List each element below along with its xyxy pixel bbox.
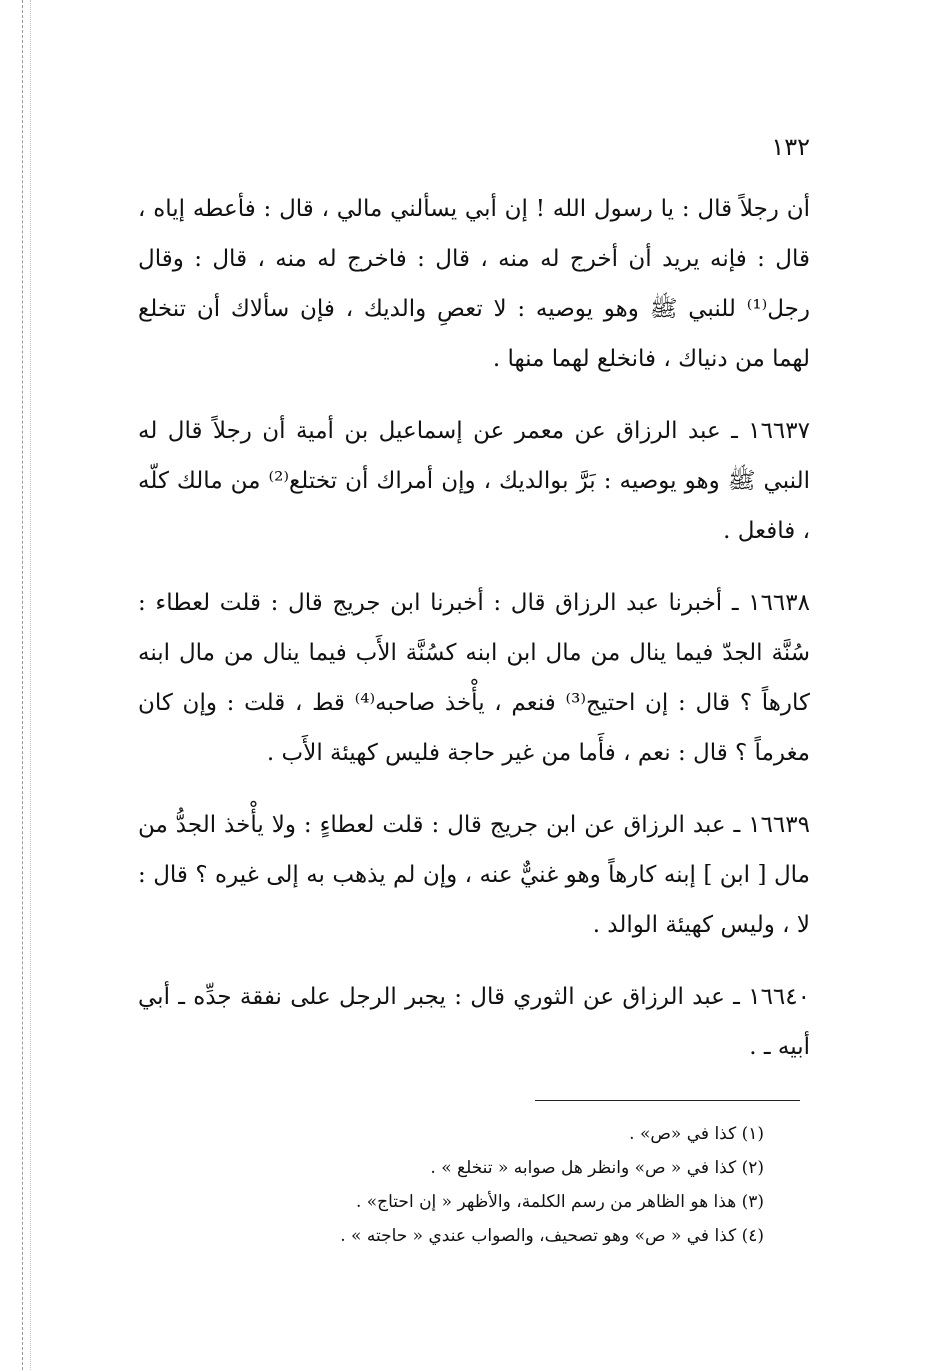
footnote-1: (١) كذا في «ص» . xyxy=(629,1124,764,1144)
binding-edge-line xyxy=(22,0,23,1370)
hadith-16639: ١٦٦٣٩ ـ عبد الرزاق عن ابن جريج قال : قلت لعطاءٍ : ولا يأْخذ الجدُّ من مال [ ابن ] إبنه كارهاً وهو غنيٌّ عنه ، وإن لم يذهب به إلى غيره ؟ قال : لا ، وليس كهيئة الوالد . xyxy=(138,812,810,938)
footnote-3: (٣) هذا هو الظاهر من رسم الكلمة، والأظهر « إن احتاج» . xyxy=(355,1192,764,1212)
hadith-16640: ١٦٦٤٠ ـ عبد الرزاق عن الثوري قال : يجبر الرجل على نفقة جدِّه ـ أبي أبيه ـ . xyxy=(138,984,810,1060)
footnotes xyxy=(138,1117,810,1253)
paragraph-continuation: أن رجلاً قال : يا رسول الله ! إن أبي يسألني مالي ، قال : فأعطه إياه ، قال : فإنه يريد أن أخرج له منه ، قال : فاخرج له منه ، قال : وقال رجل⁽¹⁾ للنبي ﷺ وهو يوصيه : لا تعصِ والديك ، فإن سألاك أن تنخلع لهما من دنياك ، فانخلع لهما منها . xyxy=(138,196,810,372)
page-number: ١٣٢ xyxy=(771,133,810,161)
hadith-16637: ١٦٦٣٧ ـ عبد الرزاق عن معمر عن إسماعيل بن أمية أن رجلاً قال له النبي ﷺ وهو يوصيه : بَرَّ بوالديك ، وإن أمراك أن تختلع⁽²⁾ من مالك كلّه ، فافعل . xyxy=(138,418,810,544)
footnote-separator xyxy=(535,1100,800,1101)
footnote-2: (٢) كذا في « ص» وانظر هل صوابه « تنخلع » . xyxy=(430,1158,764,1178)
footnote-4: (٤) كذا في « ص» وهو تصحيف، والصواب عندي « حاجته » . xyxy=(340,1226,764,1246)
hadith-16638: ١٦٦٣٨ ـ أخبرنا عبد الرزاق قال : أخبرنا ابن جريج قال : قلت لعطاء : سُنَّة الجدّ فيما ينال من مال ابن ابنه كسُنَّة الأَب فيما ينال من مال ابنه كارهاً ؟ قال : إن احتيج⁽³⁾ فنعم ، يأْخذ صاحبه⁽⁴⁾ قط ، قلت : وإن كان مغرماً ؟ قال : نعم ، فأَما من غير حاجة فليس كهيئة الأَب . xyxy=(138,590,810,766)
book-page xyxy=(138,130,810,1253)
body-text xyxy=(138,184,810,1072)
binding-edge-line-inner xyxy=(30,0,31,1370)
